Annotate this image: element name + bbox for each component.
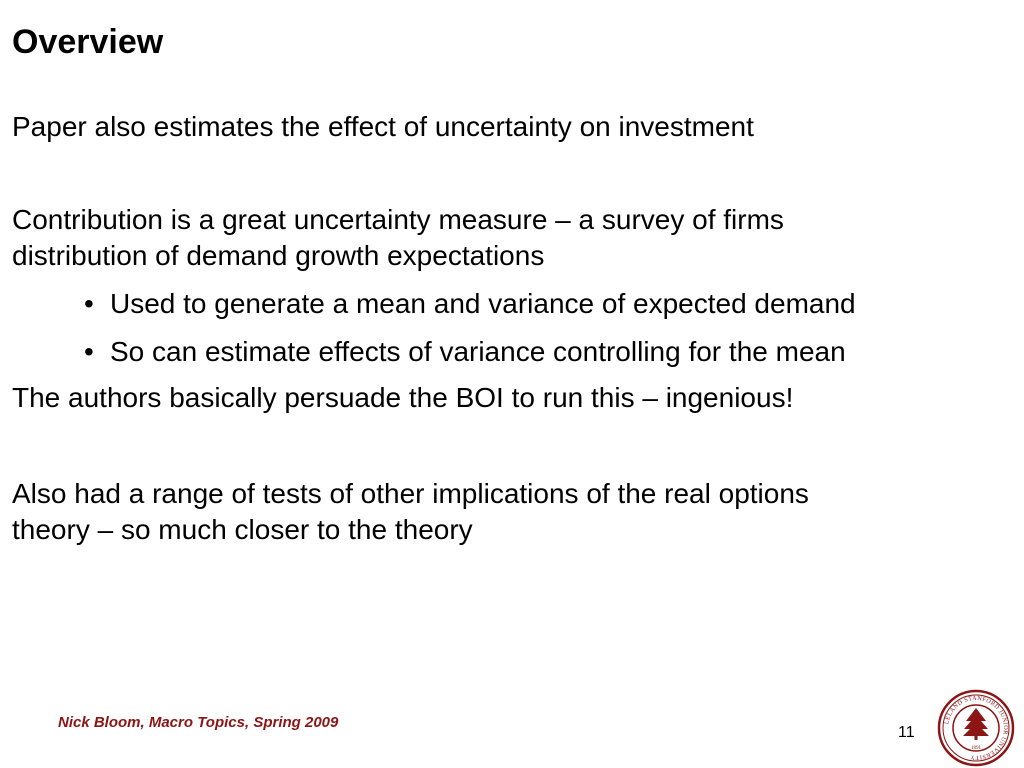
bullet-text: Used to generate a mean and variance of expected demand [110,288,856,319]
paragraph-investment: Paper also estimates the effect of uncertainty on investment [12,111,754,142]
bullet-text: So can estimate effects of variance controlling for the mean [110,336,846,367]
footer-credit: Nick Bloom, Macro Topics, Spring 2009 [58,714,339,731]
slide-title: Overview [12,23,164,61]
bullet-item [84,334,846,370]
svg-text:1891: 1891 [971,746,981,751]
bullet-icon: • [84,336,94,367]
paragraph-tests-line-1: Also had a range of tests of other implications of the real options [12,478,809,509]
university-seal-icon [936,688,1016,768]
paragraph-tests-line-2: theory – so much closer to the theory [12,514,473,545]
paragraph-contribution-line-1: Contribution is a great uncertainty measure – a survey of firms [12,204,784,235]
svg-text:LELAND STANFORD JUNIOR UNIVERS: LELAND STANFORD JUNIOR UNIVERSITY [943,694,1010,762]
bullet-icon: • [84,288,94,319]
paragraph-boi: The authors basically persuade the BOI to run this – ingenious! [12,382,794,413]
paragraph-contribution-line-2: distribution of demand growth expectations [12,240,545,271]
page-number: 11 [898,724,915,741]
bullet-item [84,286,856,322]
